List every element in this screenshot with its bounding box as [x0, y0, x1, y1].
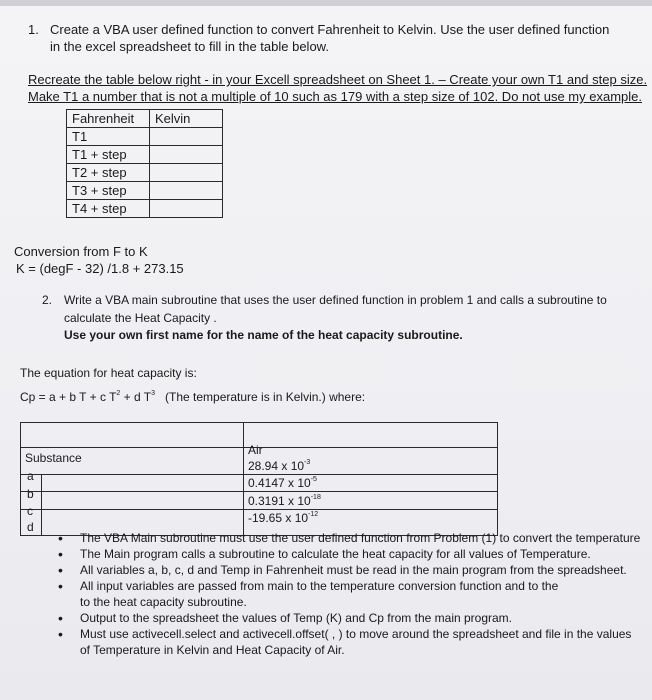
- air-constants-table: [20, 422, 498, 536]
- table-divider: [21, 474, 497, 475]
- table-cell-empty: [150, 182, 223, 200]
- heat-capacity-intro: The equation for heat capacity is:: [20, 366, 197, 380]
- table-cell: T1: [67, 128, 150, 146]
- list-item-text: Output to the spreadsheet the values of Temp (K) and Cp from the main program.: [80, 611, 513, 625]
- equation-note: (The temperature is in Kelvin.) where:: [165, 390, 366, 404]
- q2-number: 2.: [42, 293, 53, 307]
- constant-value-d: [248, 511, 318, 525]
- table-row: [67, 164, 223, 182]
- value-exponent: -18: [310, 494, 321, 501]
- value-exponent: -12: [308, 511, 319, 518]
- requirements-list: [58, 530, 640, 658]
- table-header-row: [67, 110, 223, 128]
- list-item-text: of Temperature in Kelvin and Heat Capacity of Air.: [80, 643, 345, 657]
- list-item-text: All variables a, b, c, d and Temp in Fahrenheit must be read in the main program from the spreadsheet.: [80, 563, 627, 577]
- equation-exponent: 2: [116, 390, 121, 397]
- air-header: Air: [248, 443, 263, 457]
- table-divider: [243, 423, 244, 535]
- q1-number: 1.: [28, 22, 39, 37]
- table-divider: [21, 491, 497, 492]
- q2-text-line3: Use your own first name for the name of the heat capacity subroutine.: [64, 328, 463, 342]
- constant-value-c: [248, 494, 321, 508]
- q2-text-line2: calculate the Heat Capacity .: [64, 311, 217, 325]
- q1-instruction-line1: Recreate the table below right - in your Excell spreadsheet on Sheet 1. – Create your own T1 and step size.: [28, 72, 648, 87]
- constant-label-c: c: [27, 504, 33, 518]
- list-item: [58, 610, 640, 626]
- table-cell: T4 + step: [67, 200, 150, 218]
- conversion-title: Conversion from F to K: [14, 244, 148, 259]
- table-divider: [21, 509, 497, 510]
- conversion-formula: K = (degF - 32) /1.8 + 273.15: [16, 261, 184, 276]
- q1-instruction-line2: Make T1 a number that is not a multiple of 10 such as 179 with a step size of 102. Do not use my example.: [28, 89, 642, 104]
- table-cell: T1 + step: [67, 146, 150, 164]
- value-exponent: -5: [310, 476, 317, 483]
- table-row: [67, 182, 223, 200]
- constant-value-a: [248, 459, 310, 473]
- list-item-text: The VBA Main subroutine must use the user defined function from Problem (1) to convert the temperature: [80, 531, 641, 545]
- table-cell: T2 + step: [67, 164, 150, 182]
- constant-label-d: d: [27, 520, 34, 534]
- table-divider: [41, 474, 42, 535]
- list-item: [58, 562, 640, 578]
- q2-text-line1: Write a VBA main subroutine that uses the user defined function in problem 1 and calls a subroutine to: [64, 293, 607, 307]
- table-cell-empty: [150, 128, 223, 146]
- table-cell-empty: [150, 164, 223, 182]
- table-row: [67, 146, 223, 164]
- list-item-text: All input variables are passed from main to the temperature conversion function and to the: [80, 579, 559, 593]
- temperature-table: [66, 109, 223, 218]
- top-edge: [0, 0, 652, 6]
- equation-exponent: 3: [151, 390, 156, 397]
- fahrenheit-header: Fahrenheit: [67, 110, 150, 128]
- value-exponent: -3: [304, 459, 311, 466]
- heat-capacity-equation: [20, 390, 365, 404]
- table-row: [67, 200, 223, 218]
- list-item-text: The Main program calls a subroutine to calculate the heat capacity for all values of Temperature.: [80, 547, 591, 561]
- q1-text-line2: in the excel spreadsheet to fill in the table below.: [50, 39, 329, 54]
- value-base: 0.4147 x 10: [248, 476, 311, 490]
- list-item-text: to the heat capacity subroutine.: [80, 595, 247, 609]
- value-base: -19.65 x 10: [248, 511, 309, 525]
- substance-header: Substance: [25, 451, 82, 465]
- q1-text-line1: Create a VBA user defined function to convert Fahrenheit to Kelvin. Use the user defined function: [50, 22, 610, 37]
- constant-label-a: a: [27, 469, 34, 483]
- list-item: [58, 546, 640, 562]
- constant-label-b: b: [27, 487, 34, 501]
- table-cell: T3 + step: [67, 182, 150, 200]
- table-cell-empty: [150, 200, 223, 218]
- constant-value-b: [248, 476, 317, 490]
- equation-part: + d T: [120, 390, 152, 404]
- list-item: [58, 626, 640, 658]
- table-row: [67, 128, 223, 146]
- value-base: 28.94 x 10: [248, 459, 305, 473]
- list-item: [58, 578, 640, 610]
- value-base: 0.3191 x 10: [248, 494, 311, 508]
- list-item: [58, 530, 640, 546]
- table-cell-empty: [150, 146, 223, 164]
- equation-part: Cp = a + b T + c T: [20, 390, 117, 404]
- list-item-text: Must use activecell.select and activecell.offset( , ) to move around the spreadsheet and file in the values: [80, 627, 632, 641]
- kelvin-header: Kelvin: [150, 110, 223, 128]
